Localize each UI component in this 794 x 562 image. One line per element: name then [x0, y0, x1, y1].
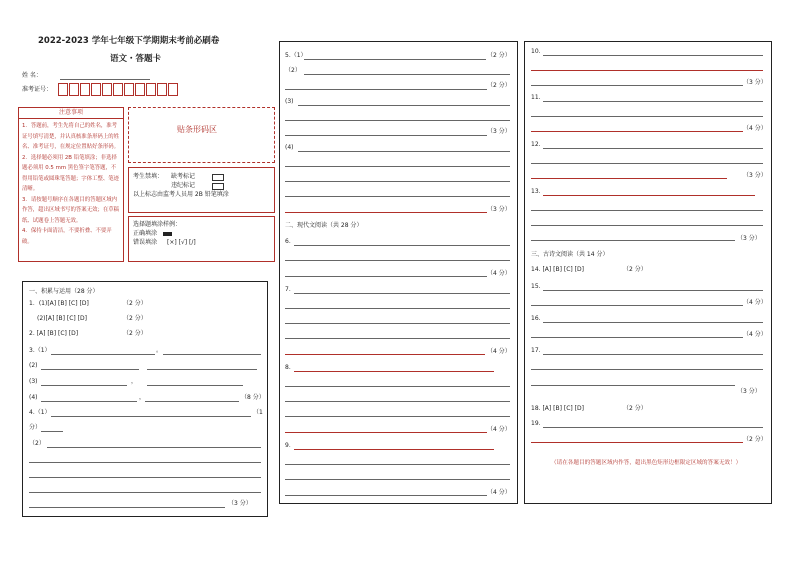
notice-item: 3．请按题号顺序在各题目的答题区域内作答，超出区域书写的答案无效；在草稿纸、试题卷上答题无效。: [22, 196, 120, 224]
notice-item: 1．答题前，考生先将自己的姓名，准考证号填写清楚，并认真核准条形码上的姓名、准考证号，在规定位置贴好条形码。: [22, 123, 120, 150]
q14-options[interactable]: 14. [A] [B] [C] [D]: [531, 266, 584, 273]
correct-fill-sample: [163, 232, 172, 236]
answer-line[interactable]: [29, 462, 261, 463]
answer-line[interactable]: [29, 492, 261, 493]
q5-3-label: (3): [285, 98, 294, 105]
q15-label: 15.: [531, 283, 541, 290]
fill-example-title: 选择题填涂样例：: [133, 221, 182, 228]
score: （2 分）: [487, 52, 511, 59]
answer-line[interactable]: [543, 354, 763, 355]
q9-label: 9．: [285, 442, 295, 449]
score: （4 分）: [743, 299, 767, 306]
id-cell[interactable]: [58, 83, 68, 96]
q13-label: 13.: [531, 188, 541, 195]
score: （2 分）: [487, 82, 511, 89]
id-cell[interactable]: [69, 83, 79, 96]
boundary-warning: （请在各题目的答题区域内作答，超出黑色矩形边框限定区域的答案无效！）: [551, 460, 742, 466]
answer-line[interactable]: [531, 163, 763, 164]
answer-line[interactable]: [531, 240, 735, 241]
answer-line[interactable]: [531, 225, 763, 226]
answer-line[interactable]: [285, 386, 510, 387]
score: （8 分）: [241, 394, 265, 401]
answer-line[interactable]: [285, 338, 510, 339]
id-label: 准考证号：: [22, 86, 53, 93]
answer-line[interactable]: [543, 101, 763, 102]
answer-line[interactable]: [294, 449, 494, 450]
q1-part2[interactable]: (2)[A] [B] [C] [D]: [37, 315, 87, 322]
column3-box: [524, 41, 772, 504]
answer-line[interactable]: [285, 401, 510, 402]
answer-line[interactable]: [285, 464, 510, 465]
answer-line[interactable]: [531, 442, 743, 443]
answer-line[interactable]: [41, 385, 127, 386]
id-cell[interactable]: [91, 83, 101, 96]
answer-line[interactable]: [531, 305, 743, 306]
score: （2 分）: [123, 300, 147, 307]
answer-line[interactable]: [531, 131, 743, 132]
answer-line[interactable]: [294, 245, 510, 246]
q3-4-comma: ，: [139, 394, 146, 401]
q1-part1[interactable]: 1．(1)[A] [B] [C] [D]: [29, 300, 89, 307]
correct-label: 正确填涂: [133, 230, 158, 237]
answer-line[interactable]: [285, 432, 487, 433]
q17-label: 17.: [531, 347, 541, 354]
answer-line[interactable]: [163, 354, 261, 355]
id-cell[interactable]: [135, 83, 145, 96]
name-label: 姓 名：: [22, 72, 42, 79]
id-cell[interactable]: [124, 83, 134, 96]
answer-line[interactable]: [285, 354, 485, 355]
score: （2 分）: [623, 266, 647, 273]
answer-line[interactable]: [41, 401, 137, 402]
answer-line[interactable]: [29, 507, 225, 508]
answer-line[interactable]: [285, 416, 510, 417]
score: （4 分）: [743, 331, 767, 338]
score: （3 分）: [743, 79, 767, 86]
answer-line[interactable]: [285, 89, 487, 90]
page-subtitle: 语文・答题卡: [110, 54, 162, 64]
answer-line[interactable]: [294, 293, 510, 294]
q4-1-label: 4.（1）: [29, 409, 51, 416]
answer-line[interactable]: [285, 479, 510, 480]
score: （3 分）: [743, 172, 767, 179]
answer-line[interactable]: [543, 55, 763, 56]
id-cell[interactable]: [113, 83, 123, 96]
score: （3 分）: [228, 500, 252, 507]
notice-item: 2．选择题必须用 2B 铅笔填涂；非选择题必须用 0.5 mm 黑色签字笔答题，不得用铅笔或圆珠笔答题；字体工整、笔迹清晰。: [22, 154, 120, 192]
answer-line[interactable]: [543, 148, 763, 149]
barcode-area: [128, 107, 275, 163]
q18-options[interactable]: 18. [A] [B] [C] [D]: [531, 405, 584, 412]
q7-label: 7.: [285, 286, 291, 293]
answer-line[interactable]: [285, 181, 510, 182]
answer-line[interactable]: [285, 212, 487, 213]
answer-line[interactable]: [531, 369, 763, 370]
id-cell[interactable]: [157, 83, 167, 96]
wrong-marks: [×] [√] [/]: [167, 239, 196, 246]
id-cell[interactable]: [168, 83, 178, 96]
answer-line[interactable]: [531, 337, 743, 338]
answer-line[interactable]: [531, 210, 763, 211]
violation-mark[interactable]: [212, 183, 224, 190]
answer-line[interactable]: [285, 323, 510, 324]
answer-line[interactable]: [285, 495, 487, 496]
section3-heading: 三、古诗文阅读（共 14 分）: [531, 251, 609, 258]
score: （4 分）: [487, 489, 511, 496]
answer-line[interactable]: [285, 196, 510, 197]
q16-label: 16.: [531, 315, 541, 322]
score: （2 分）: [623, 405, 647, 412]
fill-example-box: [128, 216, 275, 262]
section2-heading: 二、现代文阅读（共 28 分）: [285, 222, 363, 229]
q8-label: 8.: [285, 364, 291, 371]
answer-line[interactable]: [147, 369, 257, 370]
score: （4 分）: [487, 426, 511, 433]
q10-label: 10.: [531, 48, 541, 55]
q5-4-label: (4): [285, 144, 294, 151]
answer-line[interactable]: [543, 195, 755, 196]
answer-line[interactable]: [41, 431, 63, 432]
answer-line[interactable]: [543, 290, 763, 291]
score: （3 分）: [737, 235, 761, 242]
name-field[interactable]: [60, 79, 150, 80]
q3-4-label: (4): [29, 394, 38, 401]
score: （3 分）: [487, 206, 511, 213]
score: （3 分）: [737, 388, 761, 395]
id-cell[interactable]: [146, 83, 156, 96]
q4-1-score-b: 分）: [29, 424, 42, 431]
score: （4 分）: [487, 270, 511, 277]
answer-line[interactable]: [285, 166, 510, 167]
answer-line[interactable]: [285, 135, 487, 136]
answer-line[interactable]: [298, 105, 510, 106]
answer-line[interactable]: [41, 369, 139, 370]
score: （2 分）: [123, 330, 147, 337]
answer-line[interactable]: [29, 477, 261, 478]
q3-1-dot: 。: [156, 347, 163, 354]
page-title: 2022-2023 学年七年级下学期期末考前必刷卷: [38, 36, 220, 46]
answer-line[interactable]: [285, 308, 510, 309]
answer-line[interactable]: [531, 85, 743, 86]
notice-box: [18, 107, 124, 262]
answer-line[interactable]: [285, 276, 487, 277]
id-grid[interactable]: [58, 83, 179, 96]
q3-3-comma: ，: [131, 378, 138, 385]
q19-label: 19.: [531, 420, 541, 427]
answer-line[interactable]: [543, 322, 763, 323]
score: （4 分）: [743, 125, 767, 132]
score: （4 分）: [487, 348, 511, 355]
q5-1-label: 5.（1）: [285, 52, 307, 59]
section1-heading: 一、积累与运用（28 分）: [29, 288, 99, 295]
answer-line[interactable]: [531, 70, 763, 71]
barcode-label: 贴条形码区: [177, 125, 217, 134]
answer-line[interactable]: [285, 120, 510, 121]
wrong-label: 错误填涂: [133, 239, 158, 246]
answer-line[interactable]: [51, 416, 251, 417]
answer-line[interactable]: [298, 151, 510, 152]
score: （3 分）: [487, 128, 511, 135]
q4-1-score-a: （1: [253, 409, 263, 416]
answer-line[interactable]: [304, 59, 486, 60]
q3-1-label: 3.（1）: [29, 347, 51, 354]
missing-mark[interactable]: [212, 174, 224, 181]
absence-note: 以上标志由监考人员用 2B 铅笔填涂: [133, 191, 229, 198]
score: （2 分）: [123, 315, 147, 322]
answer-line[interactable]: [304, 74, 510, 75]
q3-3-label: (3): [29, 378, 38, 385]
q2-options[interactable]: 2. [A] [B] [C] [D]: [29, 330, 79, 337]
q5-2-label: （2）: [285, 67, 301, 74]
answer-line[interactable]: [294, 371, 494, 372]
answer-line[interactable]: [147, 385, 243, 386]
q3-2-label: (2): [29, 362, 38, 369]
section1-box: [22, 281, 268, 517]
q4-2-label: （2）: [29, 440, 45, 447]
violation-label: 违纪标记: [171, 182, 196, 189]
id-cell[interactable]: [102, 83, 112, 96]
answer-line[interactable]: [145, 401, 239, 402]
answer-line[interactable]: [543, 427, 763, 428]
q6-label: 6.: [285, 238, 291, 245]
absence-box: [128, 167, 275, 213]
notice-item: 4．保持卡面清洁，不要折叠、不要弄破。: [22, 228, 112, 245]
id-cell[interactable]: [80, 83, 90, 96]
column2-box: [279, 41, 518, 504]
absence-title: 考生禁填：: [133, 173, 164, 180]
answer-line[interactable]: [531, 116, 763, 117]
answer-line[interactable]: [285, 260, 510, 261]
q12-label: 12.: [531, 141, 541, 148]
answer-line[interactable]: [531, 385, 735, 386]
notice-list: [19, 119, 123, 249]
answer-line[interactable]: [51, 354, 155, 355]
score: （2 分）: [743, 436, 767, 443]
notice-title: 注意事项: [19, 108, 123, 119]
answer-line[interactable]: [531, 178, 727, 179]
q11-label: 11.: [531, 94, 541, 101]
missing-label: 缺考标记: [171, 173, 196, 180]
answer-line[interactable]: [47, 447, 261, 448]
